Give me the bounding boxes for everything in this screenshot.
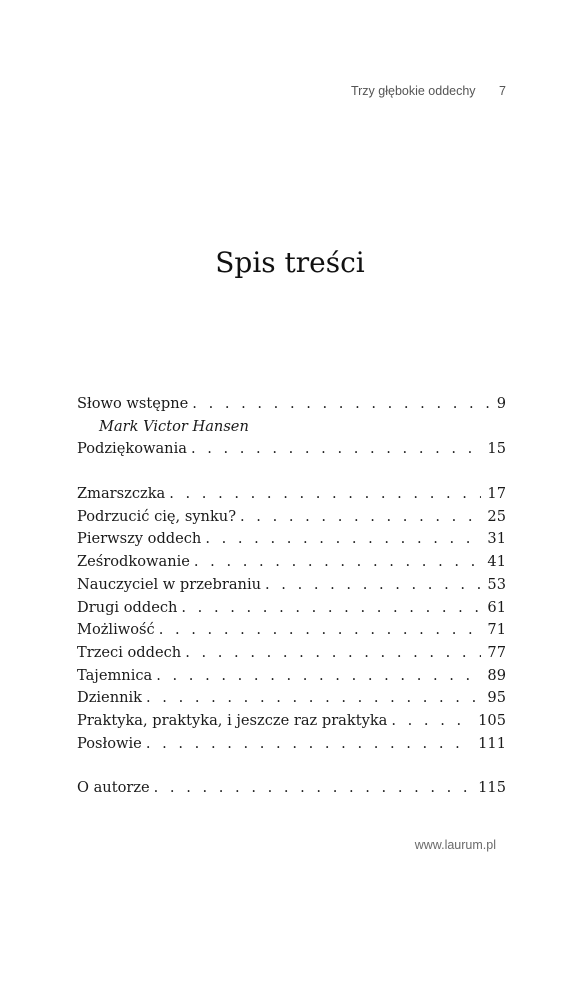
toc-entry-label: Słowo wstępne [77, 395, 189, 412]
toc-entry-label: O autorze [77, 779, 150, 797]
dot-leader [146, 733, 472, 756]
dot-leader [146, 687, 481, 710]
dot-leader [240, 506, 481, 529]
toc-entry-label: Trzeci oddech [77, 643, 182, 661]
toc-entry-chapter[interactable] [77, 642, 506, 665]
toc-entry-page: 41 [487, 553, 506, 571]
toc-entry-about-author[interactable] [77, 777, 506, 800]
dot-leader [265, 574, 481, 597]
toc-entry-label: Podrzucić cię, synku? [77, 507, 237, 525]
toc-entry-page: 77 [487, 643, 506, 661]
running-title: Trzy głębokie oddechy [350, 84, 476, 98]
section-gap [77, 461, 506, 483]
toc-entry-label: Tajemnica [77, 666, 153, 684]
section-gap [77, 755, 506, 777]
toc-entry-foreword[interactable] [77, 393, 506, 416]
table-of-contents [77, 393, 506, 800]
dot-leader [185, 642, 481, 665]
page-title: Spis treści [215, 246, 365, 279]
dot-leader [156, 665, 481, 688]
toc-entry-chapter[interactable] [77, 528, 506, 551]
dot-leader [192, 393, 490, 416]
page-number: 7 [499, 84, 506, 98]
dot-leader [154, 777, 472, 800]
toc-entry-label: Praktyka, praktyka, i jeszcze raz praktyka [77, 711, 388, 729]
toc-entry-page: 31 [487, 530, 506, 548]
toc-entry-chapter[interactable] [77, 483, 506, 506]
toc-entry-page: 61 [487, 598, 506, 616]
toc-entry-chapter[interactable] [77, 665, 506, 688]
toc-entry-page: 25 [487, 507, 506, 525]
dot-leader [194, 551, 482, 574]
toc-entry-page: 15 [487, 440, 506, 458]
toc-entry-page: 9 [496, 395, 506, 412]
toc-entry-label: Możliwość [77, 621, 155, 639]
toc-entry-label: Drugi oddech [77, 598, 178, 616]
toc-entry-page: 111 [478, 734, 506, 752]
toc-entry-chapter[interactable] [77, 551, 506, 574]
toc-entry-page: 89 [487, 666, 506, 684]
dot-leader [169, 483, 481, 506]
toc-entry-label: Ześrodkowanie [77, 553, 190, 571]
toc-entry-label: Nauczyciel w przebraniu [77, 575, 262, 593]
toc-entry-page: 95 [487, 689, 506, 707]
toc-entry-page: 17 [487, 485, 506, 503]
toc-entry-chapter[interactable] [77, 574, 506, 597]
toc-entry-chapter[interactable] [77, 619, 506, 642]
toc-entry-label: Dziennik [77, 689, 143, 707]
toc-entry-label: Podziękowania [77, 440, 187, 458]
dot-leader [391, 710, 472, 733]
toc-entry-acknowledgements[interactable] [77, 438, 506, 461]
dot-leader [181, 597, 481, 620]
toc-entry-chapter[interactable] [77, 687, 506, 710]
toc-entry-chapter[interactable] [77, 597, 506, 620]
toc-entry-label: Posłowie [77, 734, 142, 752]
toc-entry-chapter[interactable] [77, 710, 506, 733]
dot-leader [159, 619, 482, 642]
toc-entry-page: 71 [487, 621, 506, 639]
toc-entry-chapter[interactable] [77, 506, 506, 529]
toc-entry-label: Pierwszy oddech [77, 530, 202, 548]
dot-leader [205, 528, 481, 551]
toc-entry-author: Mark Victor Hansen [99, 417, 249, 435]
toc-entry-label: Zmarszczka [77, 485, 166, 503]
toc-entry-page: 53 [487, 575, 506, 593]
toc-entry-page: 115 [478, 779, 506, 797]
dot-leader [191, 438, 481, 461]
running-header [351, 84, 506, 98]
publisher-url[interactable]: www.laurum.pl [414, 838, 496, 852]
toc-entry-chapter[interactable] [77, 733, 506, 756]
toc-entry-page: 105 [478, 711, 506, 729]
